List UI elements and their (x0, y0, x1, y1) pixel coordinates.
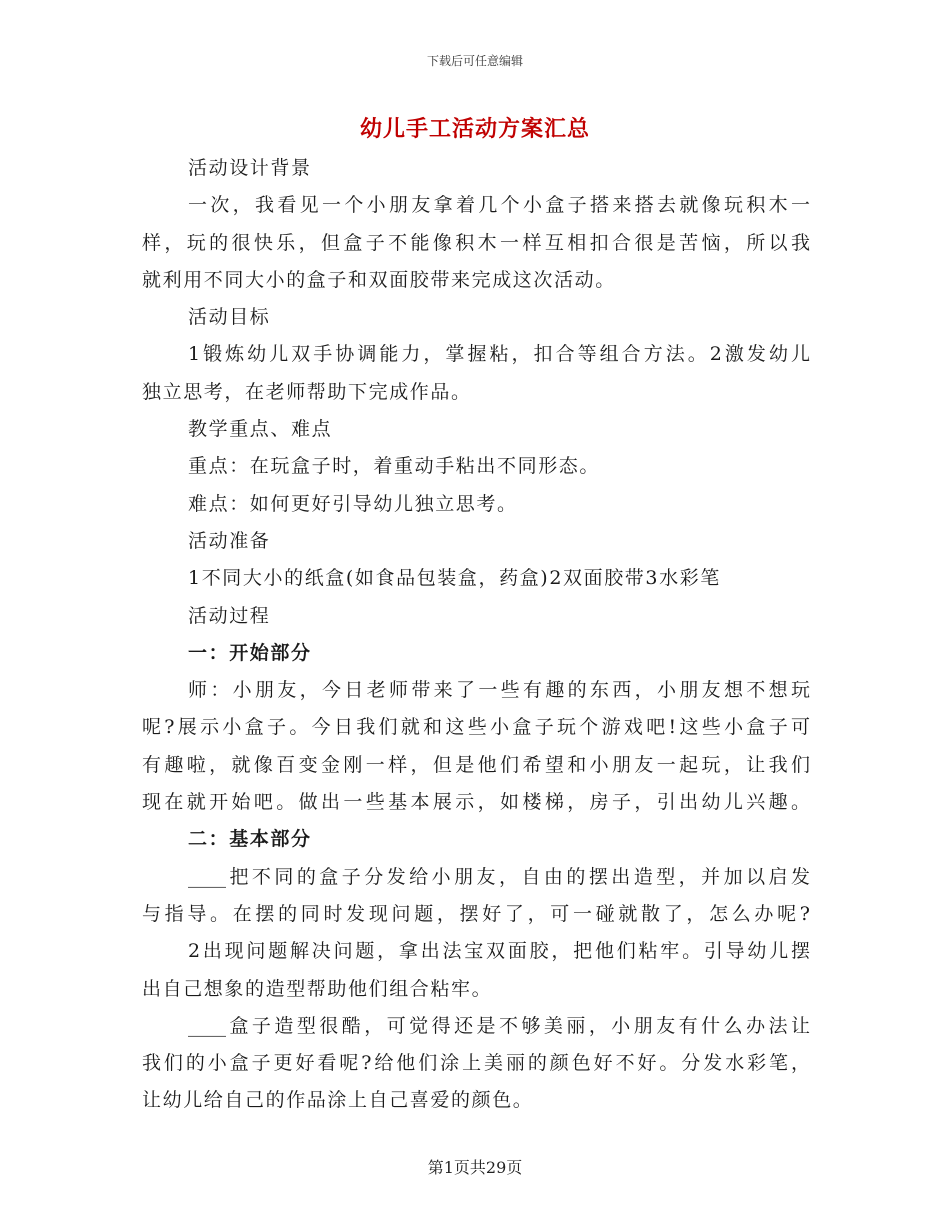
document-title: 幼儿手工活动方案汇总 (359, 116, 590, 142)
paragraph-line: 一次，我看见一个小朋友拿着几个小盒子搭来搭去就像玩积木一 (188, 194, 810, 217)
section-heading-key-points: 教学重点、难点 (188, 418, 333, 441)
paragraph-line: 重点：在玩盒子时，着重动手粘出不同形态。 (188, 455, 601, 478)
paragraph-line: ____盒子造型很酷，可觉得还是不够美丽，小朋友有什么办法让 (188, 1014, 810, 1037)
paragraph-line: 1不同大小的纸盒(如食品包装盒，药盒)2双面胶带3水彩笔 (188, 567, 721, 590)
document-body (142, 150, 810, 1120)
section-heading-background: 活动设计背景 (188, 157, 312, 179)
paragraph-line: 我们的小盒子更好看呢?给他们涂上美丽的颜色好不好。分发水彩笔， (142, 1052, 810, 1075)
paragraph-line: 让幼儿给自己的作品涂上自己喜爱的颜色。 (142, 1089, 534, 1112)
page-number: 第1页共29页 (427, 1158, 523, 1177)
paragraph-line: ____把不同的盒子分发给小朋友，自由的摆出造型，并加以启发 (188, 865, 810, 888)
subheading-main-part: 二：基本部分 (188, 828, 312, 851)
paragraph-line: 师：小朋友，今日老师带来了一些有趣的东西，小朋友想不想玩 (188, 679, 810, 702)
paragraph-line: 样，玩的很快乐，但盒子不能像积木一样互相扣合很是苦恼，所以我 (142, 231, 810, 254)
paragraph-line: 1锻炼幼儿双手协调能力，掌握粘，扣合等组合方法。2激发幼儿 (188, 343, 810, 366)
paragraph-line: 呢?展示小盒子。今日我们就和这些小盒子玩个游戏吧!这些小盒子可 (142, 716, 810, 739)
section-heading-process: 活动过程 (188, 604, 271, 627)
paragraph-line: 与指导。在摆的同时发现问题，摆好了，可一碰就散了，怎么办呢? (142, 902, 810, 925)
page-header-note: 下载后可任意编辑 (426, 54, 523, 68)
subheading-opening: 一：开始部分 (188, 641, 312, 664)
paragraph-line: 2出现问题解决问题，拿出法宝双面胶，把他们粘牢。引导幼儿摆 (188, 940, 810, 963)
paragraph-line: 难点：如何更好引导幼儿独立思考。 (188, 492, 518, 515)
paragraph-line: 有趣啦，就像百变金刚一样，但是他们希望和小朋友一起玩，让我们 (142, 753, 810, 776)
paragraph-line: 出自己想象的造型帮助他们组合粘牢。 (142, 977, 493, 1000)
section-heading-preparation: 活动准备 (188, 529, 271, 552)
paragraph-line: 就利用不同大小的盒子和双面胶带来完成这次活动。 (142, 268, 616, 291)
section-heading-goals: 活动目标 (188, 306, 271, 329)
paragraph-line: 独立思考，在老师帮助下完成作品。 (142, 380, 472, 403)
paragraph-line: 现在就开始吧。做出一些基本展示，如楼梯，房子，引出幼儿兴趣。 (142, 791, 810, 814)
